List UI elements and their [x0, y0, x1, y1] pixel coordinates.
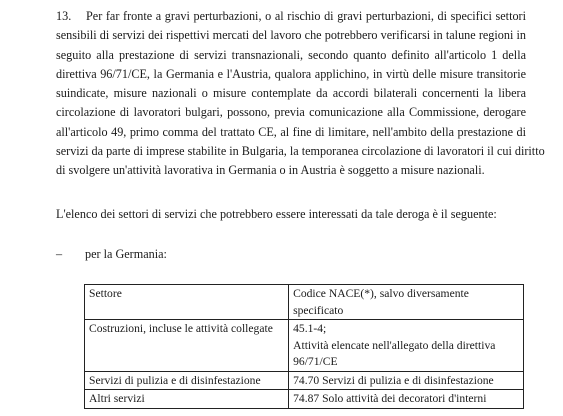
table-row: [85, 320, 524, 372]
code-cell: [289, 371, 524, 390]
paragraph-line: seguito alla prestazione di servizi transnazionali, secondo quanto definito all'articolo 1 della: [56, 47, 526, 62]
paragraph-line: suindicate, misure nazionali o misure contemplate da accordi bilaterali concernenti la libera: [56, 86, 526, 101]
country-label: per la Germania:: [85, 247, 167, 261]
code-cell: [289, 390, 524, 409]
table-header-row: [85, 285, 524, 320]
table-row: [85, 390, 524, 409]
paragraph-number: 13.: [56, 9, 72, 23]
paragraph-line: servizi da parte di imprese stabilite in Bulgaria, la temporanea circolazione di lavoratori il cui diritto: [56, 144, 545, 159]
sectors-table: [84, 284, 524, 409]
code-line: 74.70 Servizi di pulizia e di disinfestazione: [293, 373, 494, 387]
code-line: 74.87 Solo attività dei decoratori d'interni: [293, 392, 487, 405]
list-dash: –: [56, 247, 63, 261]
code-line: 45.1-4;: [293, 322, 327, 335]
paragraph-line: Per far fronte a gravi perturbazioni, o al rischio di gravi perturbazioni, di specifici settori: [86, 9, 526, 23]
paragraph-line: direttiva 96/71/CE, la Germania e l'Austria, qualora applichino, in virtù delle misure transitorie: [56, 66, 526, 81]
paragraph-line: sensibili di servizi dei rispettivi mercati del lavoro che potrebbero verificarsi in talune regioni in: [56, 28, 526, 43]
intro-text: L'elenco dei settori di servizi che potrebbero essere interessati da tale deroga è il seguente:: [56, 207, 497, 221]
sector-cell: Servizi di pulizia e di disinfestazione: [85, 371, 289, 390]
code-line: 96/71/CE: [293, 355, 338, 368]
code-line: Attività elencate nell'allegato della direttiva: [293, 338, 496, 352]
code-cell: [289, 320, 524, 372]
paragraph-13: [56, 7, 545, 181]
paragraph-line: all'articolo 49, primo comma del trattato CE, al fine di limitare, nell'ambito della prestazione di: [56, 124, 526, 139]
table-row: [85, 371, 524, 390]
header-nace-code: Codice NACE(*), salvo diversamente specificato: [289, 285, 524, 320]
paragraph-line: di svolgere un'attività lavorativa in Germania o in Austria è soggetto a misure nazionali.: [56, 163, 485, 178]
header-sector: Settore: [85, 285, 289, 320]
sector-cell: Costruzioni, incluse le attività collegate: [85, 320, 289, 372]
sector-cell: Altri servizi: [85, 390, 289, 409]
paragraph-line: circolazione di lavoratori bulgari, possono, previa comunicazione alla Commissione, derogare: [56, 105, 526, 120]
